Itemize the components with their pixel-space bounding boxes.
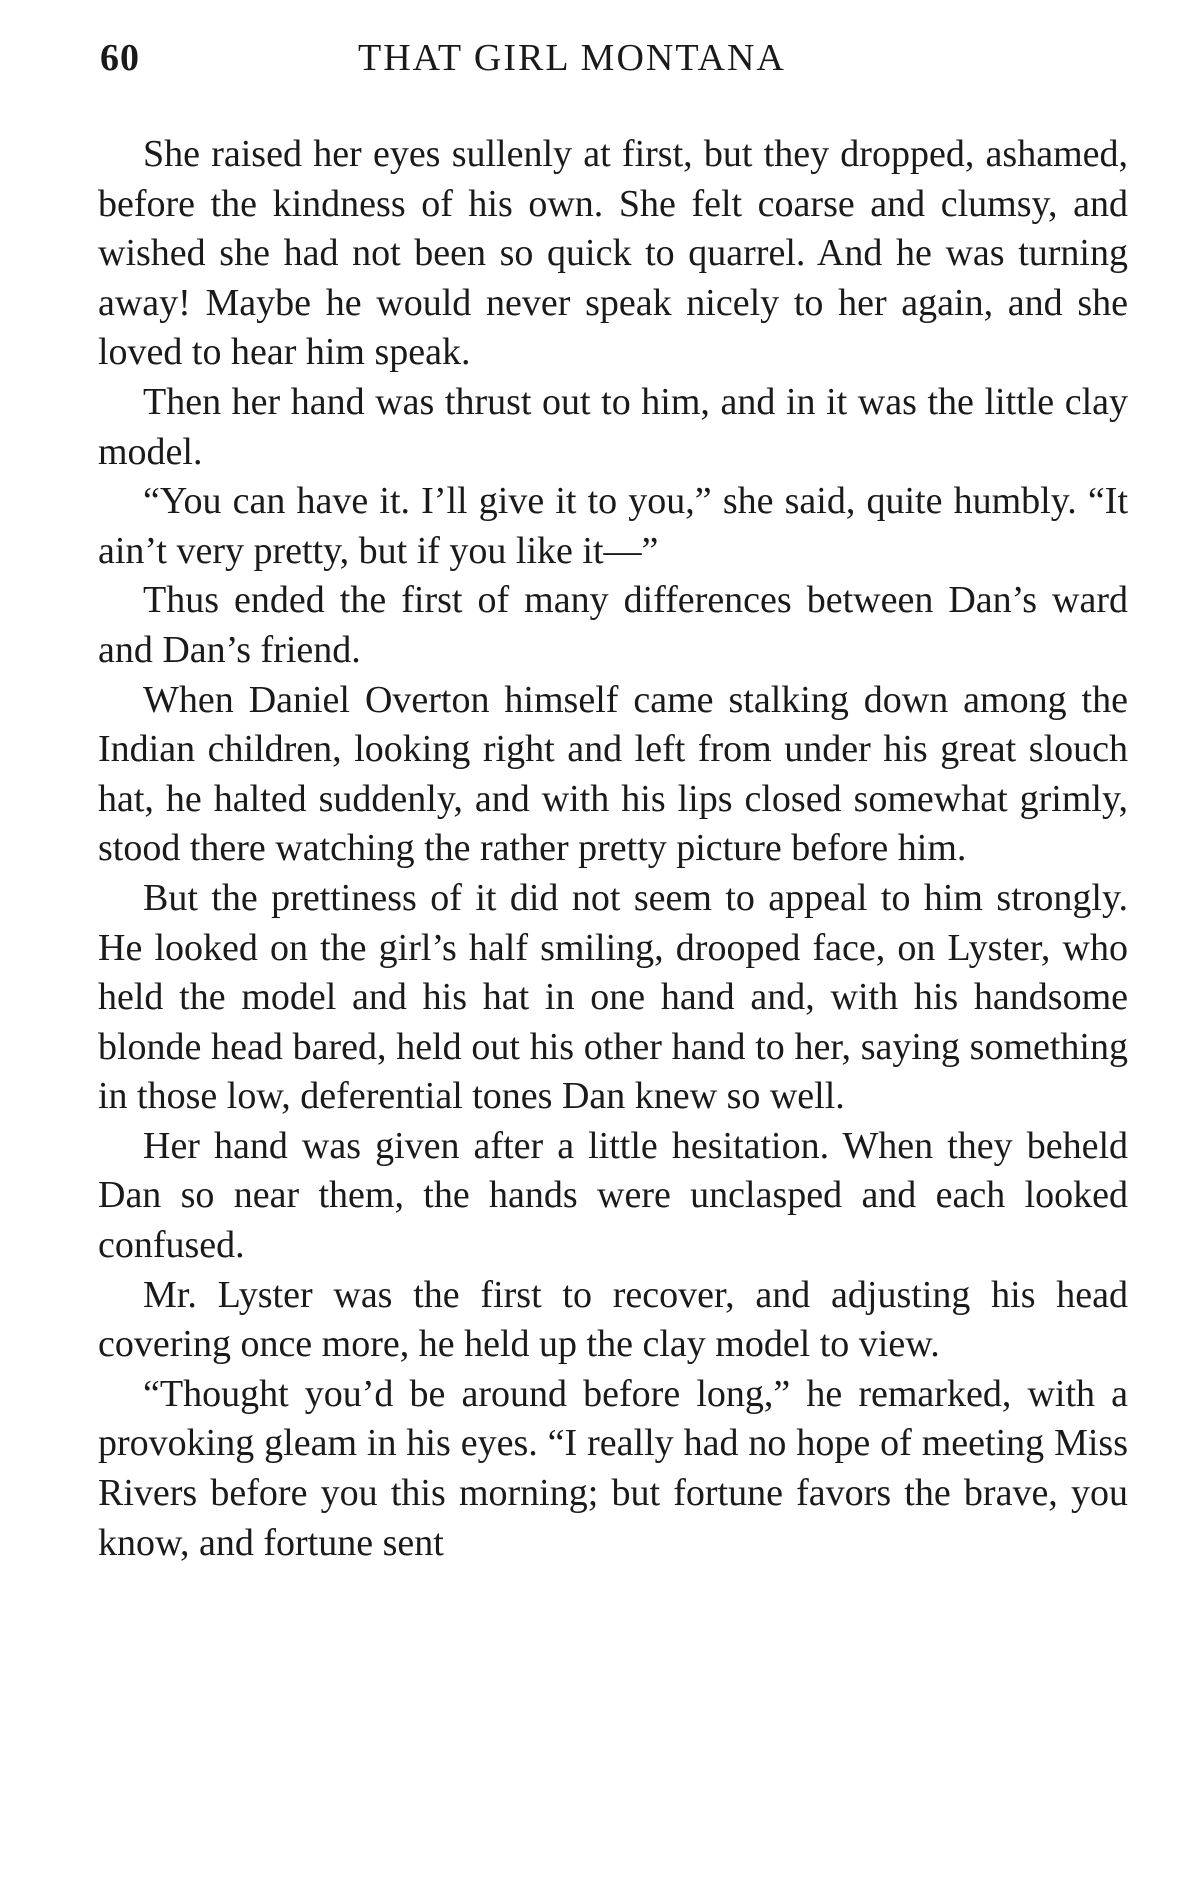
paragraph: “You can have it. I’ll give it to you,” she said, quite humbly. “It ain’t very pretty, but if you like it—”: [98, 480, 1128, 572]
body-text: [98, 130, 1128, 1568]
paragraph: When Daniel Overton himself came stalking down among the Indian children, looking right and left from under his great slouch hat, he halted suddenly, and with his lips closed somewhat grimly, stood there watching the rather pretty picture before him.: [98, 678, 1128, 870]
paragraph: She raised her eyes sullenly at first, but they dropped, ashamed, before the kindness of his own. She felt coarse and clumsy, and wished she had not been so quick to quarrel. And he was turning away! Maybe he would never speak nicely to her again, and she loved to hear him speak.: [98, 133, 1128, 374]
page-number: 60: [100, 37, 140, 79]
paragraph: Mr. Lyster was the first to recover, and adjusting his head covering once more, he held up the clay model to view.: [98, 1273, 1128, 1366]
paragraph: “Thought you’d be around before long,” he remarked, with a provoking gleam in his eyes. “I really had no hope of meeting Miss Rivers before you this morning; but fortune favors the brave, you know, and fortune sent: [98, 1372, 1128, 1564]
page-header: [100, 36, 1130, 86]
paragraph: Then her hand was thrust out to him, and in it was the little clay model.: [98, 380, 1128, 473]
paragraph: But the prettiness of it did not seem to appeal to him strongly. He looked on the girl’s half smiling, drooped face, on Lyster, who held the model and his hat in one hand and, with his handsome blonde head bared, held out his other hand to her, saying something in those low, deferential tones Dan knew so well.: [98, 876, 1128, 1118]
paragraph: Her hand was given after a little hesitation. When they beheld Dan so near them, the hands were unclasped and each looked confused.: [98, 1124, 1128, 1267]
paragraph: Thus ended the first of many differences between Dan’s ward and Dan’s friend.: [98, 579, 1128, 671]
running-title: THAT GIRL MONTANA: [358, 37, 786, 79]
